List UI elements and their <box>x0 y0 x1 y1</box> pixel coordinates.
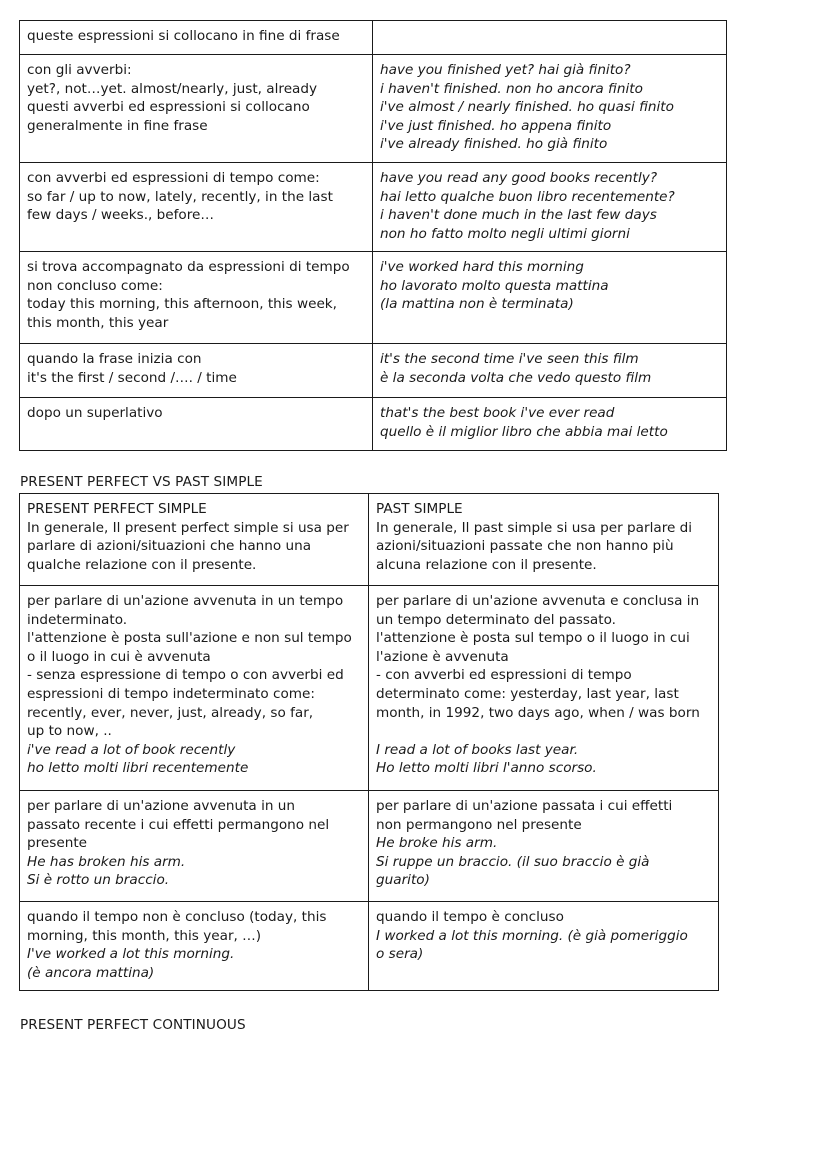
cell-line: ho letto molti libri recentemente <box>27 760 249 777</box>
cell-line: morning, this month, this year, …) <box>27 927 262 944</box>
cell-line: - con avverbi ed espressioni di tempo <box>376 667 632 684</box>
cell-line: so far / up to now, lately, recently, in the last <box>27 188 333 205</box>
cell-line: presente <box>27 835 88 852</box>
cell-line: this month, this year <box>27 314 169 331</box>
example-cell <box>373 163 727 252</box>
rule-cell <box>20 344 373 398</box>
cell-line: quando la frase inizia con <box>27 351 202 367</box>
cell-line: i've just finished. ho appena finito <box>380 117 612 134</box>
cell-line: i've read a lot of book recently <box>27 741 236 758</box>
cell-line: questi avverbi ed espressioni si collocano <box>27 99 310 116</box>
cell-line: dopo un superlativo <box>27 405 163 421</box>
cell-line: I've worked a lot this morning. <box>27 946 235 963</box>
rule-cell <box>20 55 373 163</box>
table-row <box>20 791 719 902</box>
cell-line: I worked a lot this morning. (è già pomeriggio <box>376 927 688 944</box>
cell-line: i haven't finished. non ho ancora finito <box>380 80 643 97</box>
cell-line: few days / weeks., before… <box>27 207 215 224</box>
cell-line: Ho letto molti libri l'anno scorso. <box>376 760 597 777</box>
cell-line: hai letto qualche buon libro recentemente? <box>380 188 675 205</box>
cell-line: recently, ever, never, just, already, so far, <box>27 704 314 721</box>
cell-line: un tempo determinato del passato. <box>376 611 616 628</box>
table-row <box>20 902 719 991</box>
section-heading-continuous: PRESENT PERFECT CONTINUOUS <box>20 1017 246 1033</box>
cell-line: (la mattina non è terminata) <box>380 296 574 313</box>
past-simple-cell <box>369 791 719 902</box>
example-cell <box>373 252 727 344</box>
cell-line: indeterminato. <box>27 611 128 628</box>
cell-line: He has broken his arm. <box>27 853 186 870</box>
cell-line: Si è rotto un braccio. <box>27 872 170 889</box>
cell-line: non ho fatto molto negli ultimi giorni <box>380 225 630 242</box>
cell-line: In generale, Il present perfect simple si usa per <box>27 519 349 536</box>
cell-line: l'azione è avvenuta <box>376 648 509 665</box>
cell-line: - senza espressione di tempo o con avverbi ed <box>27 667 344 684</box>
table-row <box>20 252 727 344</box>
table-row <box>20 21 727 55</box>
cell-line: today this morning, this afternoon, this week, <box>27 296 338 313</box>
cell-line: i've worked hard this morning <box>380 259 584 275</box>
past-simple-cell <box>369 902 719 991</box>
cell-line: that's the best book i've ever read <box>380 405 615 421</box>
cell-line: generalmente in fine frase <box>27 117 208 134</box>
cell-line: determinato come: yesterday, last year, last <box>376 685 679 702</box>
cell-line: con avverbi ed espressioni di tempo come: <box>27 170 320 186</box>
cell-line: azioni/situazioni passate che non hanno più <box>376 538 674 555</box>
cell-line: I read a lot of books last year. <box>376 741 579 758</box>
present-perfect-cell <box>20 586 369 791</box>
cell-line: per parlare di un'azione avvenuta in un <box>27 798 296 814</box>
cell-line: è la seconda volta che vedo questo film <box>380 369 652 386</box>
cell-line: PAST SIMPLE <box>376 501 463 517</box>
section-heading-vs: PRESENT PERFECT VS PAST SIMPLE <box>20 474 263 490</box>
table-row <box>20 344 727 398</box>
cell-line: Si ruppe un braccio. (il suo braccio è già <box>376 853 650 870</box>
cell-line: non permangono nel presente <box>376 816 582 833</box>
table-row <box>20 398 727 451</box>
cell-line: up to now, .. <box>27 723 112 740</box>
cell-line: per parlare di un'azione passata i cui effetti <box>376 798 673 814</box>
cell-line: non concluso come: <box>27 277 163 294</box>
cell-line: guarito) <box>376 872 430 889</box>
cell-line: ho lavorato molto questa mattina <box>380 277 609 294</box>
cell-line: qualche relazione con il presente. <box>27 556 257 573</box>
cell-line: it's the second time i've seen this film <box>380 351 639 367</box>
cell-line: quando il tempo è concluso <box>376 909 564 925</box>
table-row <box>20 55 727 163</box>
cell-line: i've already finished. ho già finito <box>380 136 608 153</box>
cell-line: month, in 1992, two days ago, when / was born <box>376 704 700 721</box>
present-perfect-cell <box>20 494 369 586</box>
rule-cell <box>20 398 373 451</box>
cell-line: o il luogo in cui è avvenuta <box>27 648 211 665</box>
cell-line: have you read any good books recently? <box>380 170 658 186</box>
cell-line: o sera) <box>376 946 424 963</box>
past-simple-cell <box>369 586 719 791</box>
cell-line: (è ancora mattina) <box>27 964 155 981</box>
cell-line <box>376 722 712 741</box>
cell-line: si trova accompagnato da espressioni di tempo <box>27 259 350 275</box>
cell-line: parlare di azioni/situazioni che hanno una <box>27 538 312 555</box>
example-cell <box>373 344 727 398</box>
cell-line: yet?, not…yet. almost/nearly, just, already <box>27 80 318 97</box>
cell-line: queste espressioni si collocano in fine di frase <box>27 28 340 44</box>
rule-cell <box>20 21 373 55</box>
cell-line: l'attenzione è posta sull'azione e non sul tempo <box>27 630 352 647</box>
cell-line: PRESENT PERFECT SIMPLE <box>27 501 207 517</box>
cell-line: i've almost / nearly finished. ho quasi finito <box>380 99 674 116</box>
cell-line: per parlare di un'azione avvenuta e conclusa in <box>376 593 700 609</box>
present-perfect-cell <box>20 902 369 991</box>
cell-line: per parlare di un'azione avvenuta in un tempo <box>27 593 344 609</box>
cell-line: passato recente i cui effetti permangono nel <box>27 816 330 833</box>
rule-cell <box>20 163 373 252</box>
cell-line: i haven't done much in the last few days <box>380 207 657 224</box>
rule-cell <box>20 252 373 344</box>
cell-line: alcuna relazione con il presente. <box>376 556 597 573</box>
cell-line: quando il tempo non è concluso (today, this <box>27 909 327 925</box>
example-cell <box>373 55 727 163</box>
present-perfect-cell <box>20 791 369 902</box>
table-row <box>20 494 719 586</box>
cell-line: quello è il miglior libro che abbia mai letto <box>380 423 668 440</box>
table-row <box>20 586 719 791</box>
cell-line: He broke his arm. <box>376 835 498 852</box>
cell-line: In generale, Il past simple si usa per parlare di <box>376 519 693 536</box>
usage-table <box>19 20 727 451</box>
example-cell <box>373 398 727 451</box>
cell-line: l'attenzione è posta sul tempo o il luogo in cui <box>376 630 690 647</box>
comparison-table <box>19 493 719 991</box>
past-simple-cell <box>369 494 719 586</box>
cell-line: con gli avverbi: <box>27 62 132 78</box>
cell-line: have you finished yet? hai già finito? <box>380 62 631 78</box>
table-row <box>20 163 727 252</box>
example-cell <box>373 21 727 55</box>
cell-line: espressioni di tempo indeterminato come: <box>27 685 315 702</box>
cell-line: it's the first / second /…. / time <box>27 369 237 386</box>
